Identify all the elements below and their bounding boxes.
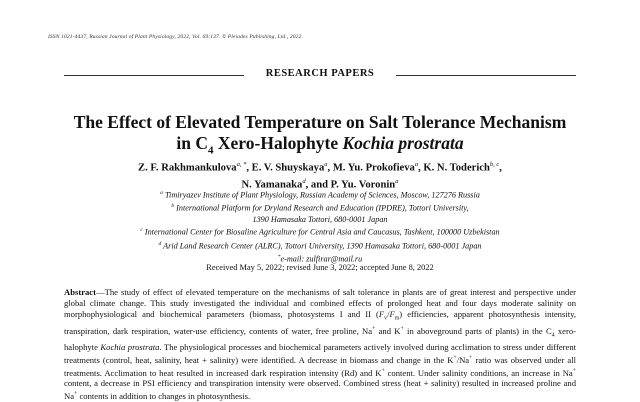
abstract: Abstract—The study of effect of elevated temperature on the mechanisms of salt tolerance in plants are of great interest and perspective under global climate change. This study investigated the individual and combined effects of prolonged heat and four days moderate salinity on morphophysiological and biochemical parameters (biomass, photosystems I and II $(F_v/F_m)$ efficiencies, apparent photosynthesis intensity, transpiration, dark respiration, water-use efficiency, contents of water, free proline, Na+ and K+ in aboveground parts of plants) in the $C_4$ xero-halophyte Kochia prostrata. The physiological processes and biochemical parameters actively involved during acclimation to stress under different treatments (control, heat, salinity, heat + salinity) were identified. A decrease in biomass and change in the K+/Na+ ratio was observed under all treatments. Acclimation to heat resulted in increased dark respiration intensity (Rd) and K+ content. Under salinity conditions, an increase in Na+ content, a decrease in PSI efficiency and transpiration intensity were observed. Combined stress (heat + salinity) resulted in increased proline and Na+ contents in addition to changes in photosynthesis. [64,287,576,402]
article-title [40,112,600,162]
author: and P. Yu. Voronin [310,179,396,191]
section-rule-right [396,75,576,76]
abstract-label: Abstract [64,287,96,297]
affiliation-b: $^b$ International Platform for Dryland Research and Education (IPDRE), Tottori University, [171,203,469,214]
affiliation-b-address: 1390 Hamasaka Tottori, 680-0001 Japan [252,214,388,224]
author: E. V. Shuyskaya [251,162,325,174]
received-dates: Received May 5, 2022; revised June 3, 2022; accepted June 8, 2022 [206,263,434,272]
contact-email: *e-mail: zulfirar@mail.ru [277,253,363,264]
author-line-2: N. Yamanaka$^d$, and P. Yu. Voronin$^a$ [241,178,399,191]
affiliation-d: $^d$ Arid Land Research Center (ALRC), Tottori University, 1390 Hamasaka Tottori, 680-0001 Japan [158,240,482,251]
species-name: Kochia prostrata [342,133,464,153]
title-line-1: The Effect of Elevated Temperature on Salt Tolerance Mechanism [73,112,567,132]
affiliations [40,188,600,265]
author: K. N. Toderich [423,162,490,174]
section-header [64,66,576,84]
author-list [40,158,600,192]
title-line-2: in $C_4$ Xero-Halophyte Kochia prostrata [176,133,464,157]
affiliation-a: $^a$ Timiryazev Institute of Plant Physiology, Russian Academy of Sciences, Moscow, 127276 Russia [160,190,480,200]
section-label: RESEARCH PAPERS [265,68,375,79]
author: M. Yu. Prokofieva [332,162,415,174]
author: Z. F. Rakhmankulova [138,162,237,174]
author-line-1: Z. F. Rakhmankulova$^{a, *}$, E. V. Shuyskaya$^a$, M. Yu. Prokofieva$^a$, K. N. Toderich$^{b, c}$, [138,161,502,174]
author: N. Yamanaka [241,179,303,191]
journal-citation: ISSN 1021-4437, Russian Journal of Plant Physiology, 2022, Vol. 69:137. © Pleiades Publishing, Ltd., 2022. [48,34,303,40]
affiliation-c: $^c$ International Center for Biosaline Agriculture for Central Asia and Caucasus, Tashkent, 100000 Uzbekistan [140,227,500,237]
